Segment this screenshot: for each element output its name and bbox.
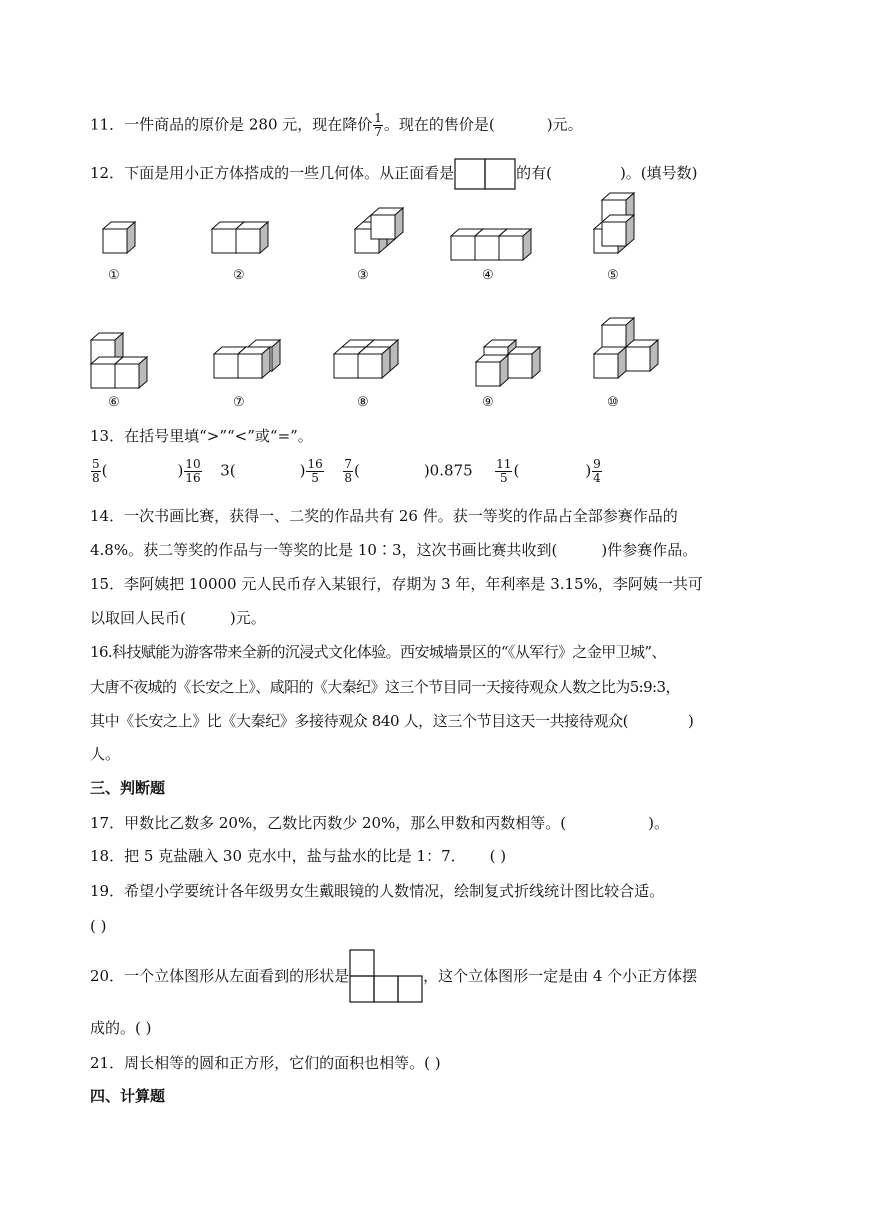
question-21[interactable]: 21．周长相等的圆和正方形，它们的面积也相等。( ) [90, 1054, 441, 1072]
question-12: 12．下面是用小正方体搭成的一些几何体。从正面看是 的有( )。(填号数) [90, 158, 698, 190]
question-18: 18．把 5 克盐融入 30 克水中，盐与盐水的比是 1：7． ( ) [90, 847, 507, 865]
q18-answer-blank[interactable]: ( ) [489, 847, 507, 865]
q11-text: 11．一件商品的原价是 280 元，现在降价 [90, 115, 373, 134]
question-19-line-1: 19．希望小学要统计各年级男女生戴眼镜的人数情况，绘制复式折线统计图比较合适。 [90, 882, 665, 900]
cube-figures [0, 0, 870, 420]
figure-8 [334, 340, 398, 378]
question-14-line-2: 4.8%。获二等奖的作品与一等奖的比是 10∶3，这次书画比赛共收到( )件参赛作品。 [90, 541, 698, 559]
figure-9 [476, 340, 540, 386]
figure-label-2: ② [233, 268, 245, 283]
figure-label-10: ⑩ [607, 395, 619, 410]
question-16-line-4: 人。 [90, 745, 121, 763]
figure-label-6: ⑥ [108, 395, 120, 410]
figure-1 [103, 222, 135, 253]
section-3-heading: 三、判断题 [90, 779, 166, 797]
figure-label-1: ① [108, 268, 120, 283]
question-15-line-2: 以取回人民币( )元。 [90, 609, 266, 627]
figure-label-5: ⑤ [607, 268, 619, 283]
question-16-line-3: 其中《长安之上》比《大秦纪》多接待观众 840 人，这三个节目这天一共接待观众( ) [90, 712, 694, 730]
figure-label-9: ⑨ [482, 395, 494, 410]
q13-comparisons: $\frac{5}{8}$ ( ) $\frac{10}{16}$ 3( ) $\frac{16}{5}$ $\frac{7}{8}$ ( )0.875 $\frac{11}{5}$ ( ) $\frac{9}{4}$ [92, 457, 601, 485]
question-17: 17．甲数比乙数多 20%，乙数比丙数少 20%，那么甲数和丙数相等。( )。 [90, 814, 670, 832]
figure-6 [91, 333, 147, 388]
figure-label-4: ④ [482, 268, 494, 283]
question-13: 13．在括号里填“>”“<”或“=”。 [90, 427, 313, 445]
question-16-line-2: 大唐不夜城的《长安之上》、咸阳的《大秦纪》这三个节目同一天接待观众人数之比为5:9:3， [90, 678, 680, 696]
question-11: 11．一件商品的原价是 280 元，现在降价 $\frac{1}{7}$ 。现在的售价是( )元。 [90, 111, 583, 139]
figure-2 [212, 222, 268, 253]
question-16-line-1: 16.科技赋能为游客带来全新的沉浸式文化体验。西安城墙景区的“《从军行》之金甲卫城”、 [90, 643, 666, 661]
figure-10 [594, 318, 658, 378]
figure-4 [451, 229, 531, 260]
question-15-line-1: 15．李阿姨把 10000 元人民币存入某银行，存期为 3 年，年利率是 3.15%，李阿姨一共可 [90, 575, 703, 593]
q11-fraction: $\frac{1}{7}$ [374, 111, 382, 139]
figure-label-3: ③ [357, 268, 369, 283]
figure-7 [214, 340, 280, 378]
q19-answer-blank[interactable]: ( ) [90, 917, 107, 935]
figure-label-7: ⑦ [233, 395, 245, 410]
question-14-line-1: 14．一次书画比赛，获得一、二奖的作品共有 26 件。获一等奖的作品占全部参赛作品的 [90, 507, 678, 525]
section-4-heading: 四、计算题 [90, 1087, 166, 1105]
question-20: 20．一个立体图形从左面看到的形状是 ，这个立体图形一定是由 4 个小正方体摆 [90, 949, 697, 1005]
figure-3 [355, 208, 403, 253]
figure-5 [594, 193, 634, 253]
figure-label-8: ⑧ [357, 395, 369, 410]
left-view-l-shape-icon [349, 949, 423, 1003]
q20-line-2[interactable]: 成的。( ) [90, 1019, 152, 1037]
